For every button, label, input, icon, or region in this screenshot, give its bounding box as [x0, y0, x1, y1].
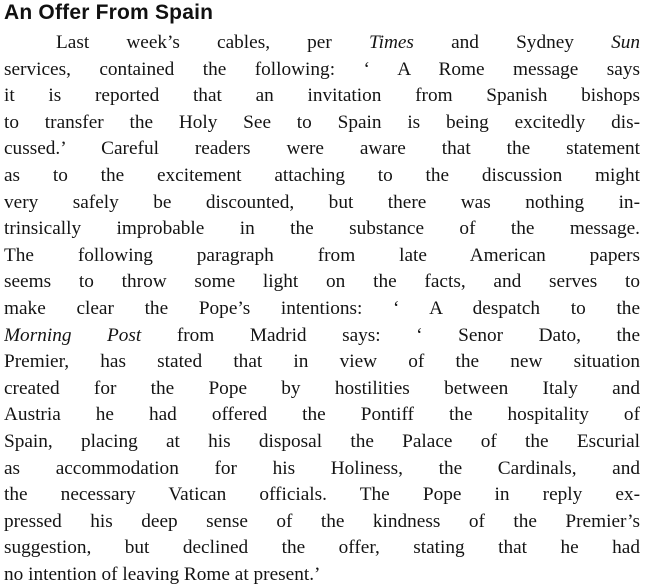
body-line-7: very safely be discounted, but there was nothing in-	[4, 191, 640, 213]
body-line-3: it is reported that an invitation from Spanish bishops	[4, 85, 640, 107]
body-line-19: pressed his deep sense of the kindness of the Premier’s	[4, 510, 640, 532]
body-line-9: The following paragraph from late American papers	[4, 244, 640, 266]
body-line-5: cussed.’ Careful readers were aware that the statement	[4, 138, 640, 160]
body-line-15: Austria he had offered the Pontiff the hospitality of	[4, 404, 640, 426]
body-line-1: Last week’s cables, per Times and Sydney Sun	[56, 32, 640, 53]
body-line-16: Spain, placing at his disposal the Palace of the Escurial	[4, 430, 640, 452]
body-line-2: services, contained the following: ‘ A Rome message says	[4, 58, 640, 80]
body-line-4: to transfer the Holy See to Spain is being excitedly dis-	[4, 111, 640, 133]
newspaper-title-times: Times	[368, 32, 414, 53]
body-line-8: trinsically improbable in the substance of the message.	[4, 218, 640, 240]
body-line-21: no intention of leaving Rome at present.’	[4, 563, 321, 585]
body-line-6: as to the excitement attaching to the discussion might	[4, 164, 640, 186]
article-body	[4, 30, 640, 588]
body-line-17: as accommodation for his Holiness, the Cardinals, and	[4, 457, 640, 479]
body-line-12: Morning Post from Madrid says: ‘ Senor Dato, the	[4, 324, 640, 346]
body-line-14: created for the Pope by hostilities between Italy and	[4, 377, 640, 399]
article-headline: An Offer From Spain	[4, 1, 214, 24]
body-line-20: suggestion, but declined the offer, stating that he had	[4, 537, 640, 559]
body-line-10: seems to throw some light on the facts, and serves to	[4, 271, 640, 293]
newspaper-title-morning-post: Morning Post	[4, 324, 142, 346]
body-line-11: make clear the Pope’s intentions: ‘ A despatch to the	[4, 297, 640, 319]
body-line-18: the necessary Vatican officials. The Pope in reply ex-	[4, 484, 640, 506]
newspaper-title-sun: Sun	[611, 32, 640, 53]
body-line-13: Premier, has stated that in view of the new situation	[4, 351, 640, 373]
